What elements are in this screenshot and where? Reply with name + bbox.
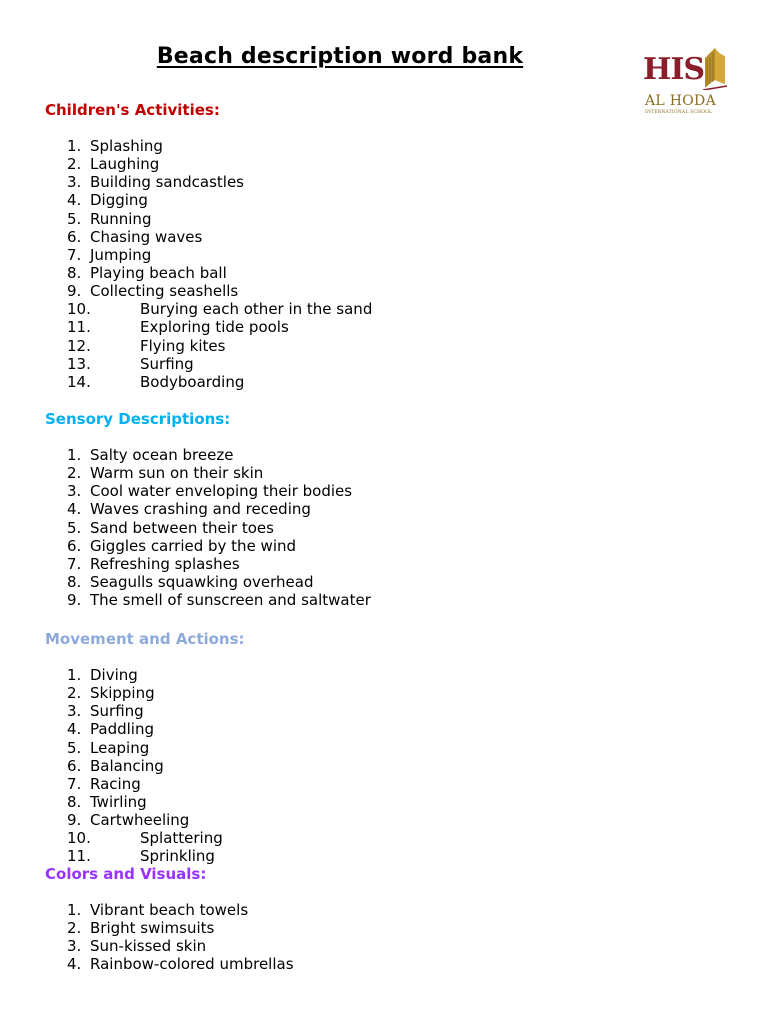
list-item-text: Surfing xyxy=(140,354,194,373)
list-item-text: Vibrant beach towels xyxy=(90,901,249,919)
page-title: Beach description word bank xyxy=(156,44,524,69)
list-item-number: 8. xyxy=(67,263,82,282)
list-item-number: 5. xyxy=(67,518,82,537)
list-item-number: 2. xyxy=(67,919,82,938)
list-item-number: 2. xyxy=(67,155,82,174)
list-item-text: Exploring tide pools xyxy=(140,318,289,337)
section-heading-sensory-descriptions: Sensory Descriptions: xyxy=(45,410,231,428)
list-item-text: Giggles carried by the wind xyxy=(90,536,297,555)
list-item-text: Building sandcastles xyxy=(90,173,244,192)
list-item-number: 3. xyxy=(67,702,82,721)
list-item-number: 4. xyxy=(67,720,82,739)
list-item-number: 5. xyxy=(67,209,82,228)
list-item-number: 7. xyxy=(67,245,82,264)
logo-mark-text: HIS xyxy=(643,52,705,87)
list-item-text: Rainbow-colored umbrellas xyxy=(90,955,294,974)
list-item-text: Skipping xyxy=(90,684,155,703)
list-item-number: 10. xyxy=(67,829,91,848)
logo-subtitle: INTERNATIONAL SCHOOL xyxy=(645,110,713,115)
list-item-text: Racing xyxy=(90,774,141,793)
list-item-number: 10. xyxy=(67,300,91,319)
section-heading-childrens-activities: Children's Activities: xyxy=(45,101,220,119)
list-item-number: 3. xyxy=(67,937,82,956)
list-item-text: Seagulls squawking overhead xyxy=(90,572,314,591)
list-item-text: Balancing xyxy=(90,756,164,775)
list-item-text: Paddling xyxy=(90,720,154,739)
list-item-number: 4. xyxy=(67,500,82,519)
list-item-number: 14. xyxy=(67,372,91,391)
list-item-number: 8. xyxy=(67,572,82,591)
list-item-text: Laughing xyxy=(90,155,160,174)
list-item-text: Sun-kissed skin xyxy=(90,937,207,956)
list-item-text: Leaping xyxy=(90,738,150,757)
list-item-number: 2. xyxy=(67,464,82,483)
list-item-number: 12. xyxy=(67,336,91,355)
section-heading-movement-and-actions: Movement and Actions: xyxy=(45,630,245,648)
list-item-number: 6. xyxy=(67,536,82,555)
list-item-number: 3. xyxy=(67,173,82,192)
list-item-number: 1. xyxy=(67,666,82,684)
list-item-text: Jumping xyxy=(90,245,152,264)
list-item-number: 6. xyxy=(67,756,82,775)
list-item-text: Surfing xyxy=(90,702,144,721)
list-item-text: Sand between their toes xyxy=(90,518,274,537)
list-item-number: 13. xyxy=(67,354,91,373)
list-item-text: Cartwheeling xyxy=(90,811,190,830)
list-item-number: 11. xyxy=(67,318,91,337)
list-item-text: Flying kites xyxy=(140,336,226,355)
section-heading-colors-and-visuals: Colors and Visuals: xyxy=(45,865,207,883)
list-item-text: Warm sun on their skin xyxy=(90,464,264,483)
list-item-number: 9. xyxy=(67,811,82,830)
list-item-text: Refreshing splashes xyxy=(90,554,240,573)
list-item-number: 7. xyxy=(67,554,82,573)
list-item-text: Digging xyxy=(90,191,148,210)
list-item-number: 2. xyxy=(67,684,82,703)
list-item-text: Waves crashing and receding xyxy=(90,500,311,519)
list-item-number: 9. xyxy=(67,282,82,301)
list-item-text: Chasing waves xyxy=(90,227,203,246)
list-item-text: Running xyxy=(90,209,152,228)
list-item-number: 1. xyxy=(67,137,82,155)
list-item-number: 8. xyxy=(67,792,82,811)
list-item-number: 6. xyxy=(67,227,82,246)
list-item-text: Playing beach ball xyxy=(90,263,227,282)
list-item-text: Twirling xyxy=(90,792,147,811)
list-item-number: 4. xyxy=(67,955,82,974)
list-item-number: 7. xyxy=(67,774,82,793)
list-item-text: Splattering xyxy=(140,829,223,848)
list-item-text: Sprinkling xyxy=(140,847,215,866)
list-item-text: Burying each other in the sand xyxy=(140,300,373,319)
list-item-text: Diving xyxy=(90,666,138,684)
list-item-number: 5. xyxy=(67,738,82,757)
list-item-text: The smell of sunscreen and saltwater xyxy=(90,591,371,610)
list-item-number: 3. xyxy=(67,482,82,501)
list-item-text: Collecting seashells xyxy=(90,282,239,301)
list-item-text: Salty ocean breeze xyxy=(90,446,234,464)
book-icon xyxy=(701,44,729,90)
list-item-text: Splashing xyxy=(90,137,163,155)
list-item-number: 1. xyxy=(67,446,82,464)
list-item-text: Bright swimsuits xyxy=(90,919,215,938)
list-item-number: 9. xyxy=(67,591,82,610)
list-item-number: 1. xyxy=(67,901,82,919)
list-item-text: Cool water enveloping their bodies xyxy=(90,482,353,501)
list-item-number: 4. xyxy=(67,191,82,210)
school-logo xyxy=(643,44,733,118)
list-item-number: 11. xyxy=(67,847,91,866)
list-item-text: Bodyboarding xyxy=(140,372,245,391)
logo-name: AL HODA xyxy=(645,93,716,109)
